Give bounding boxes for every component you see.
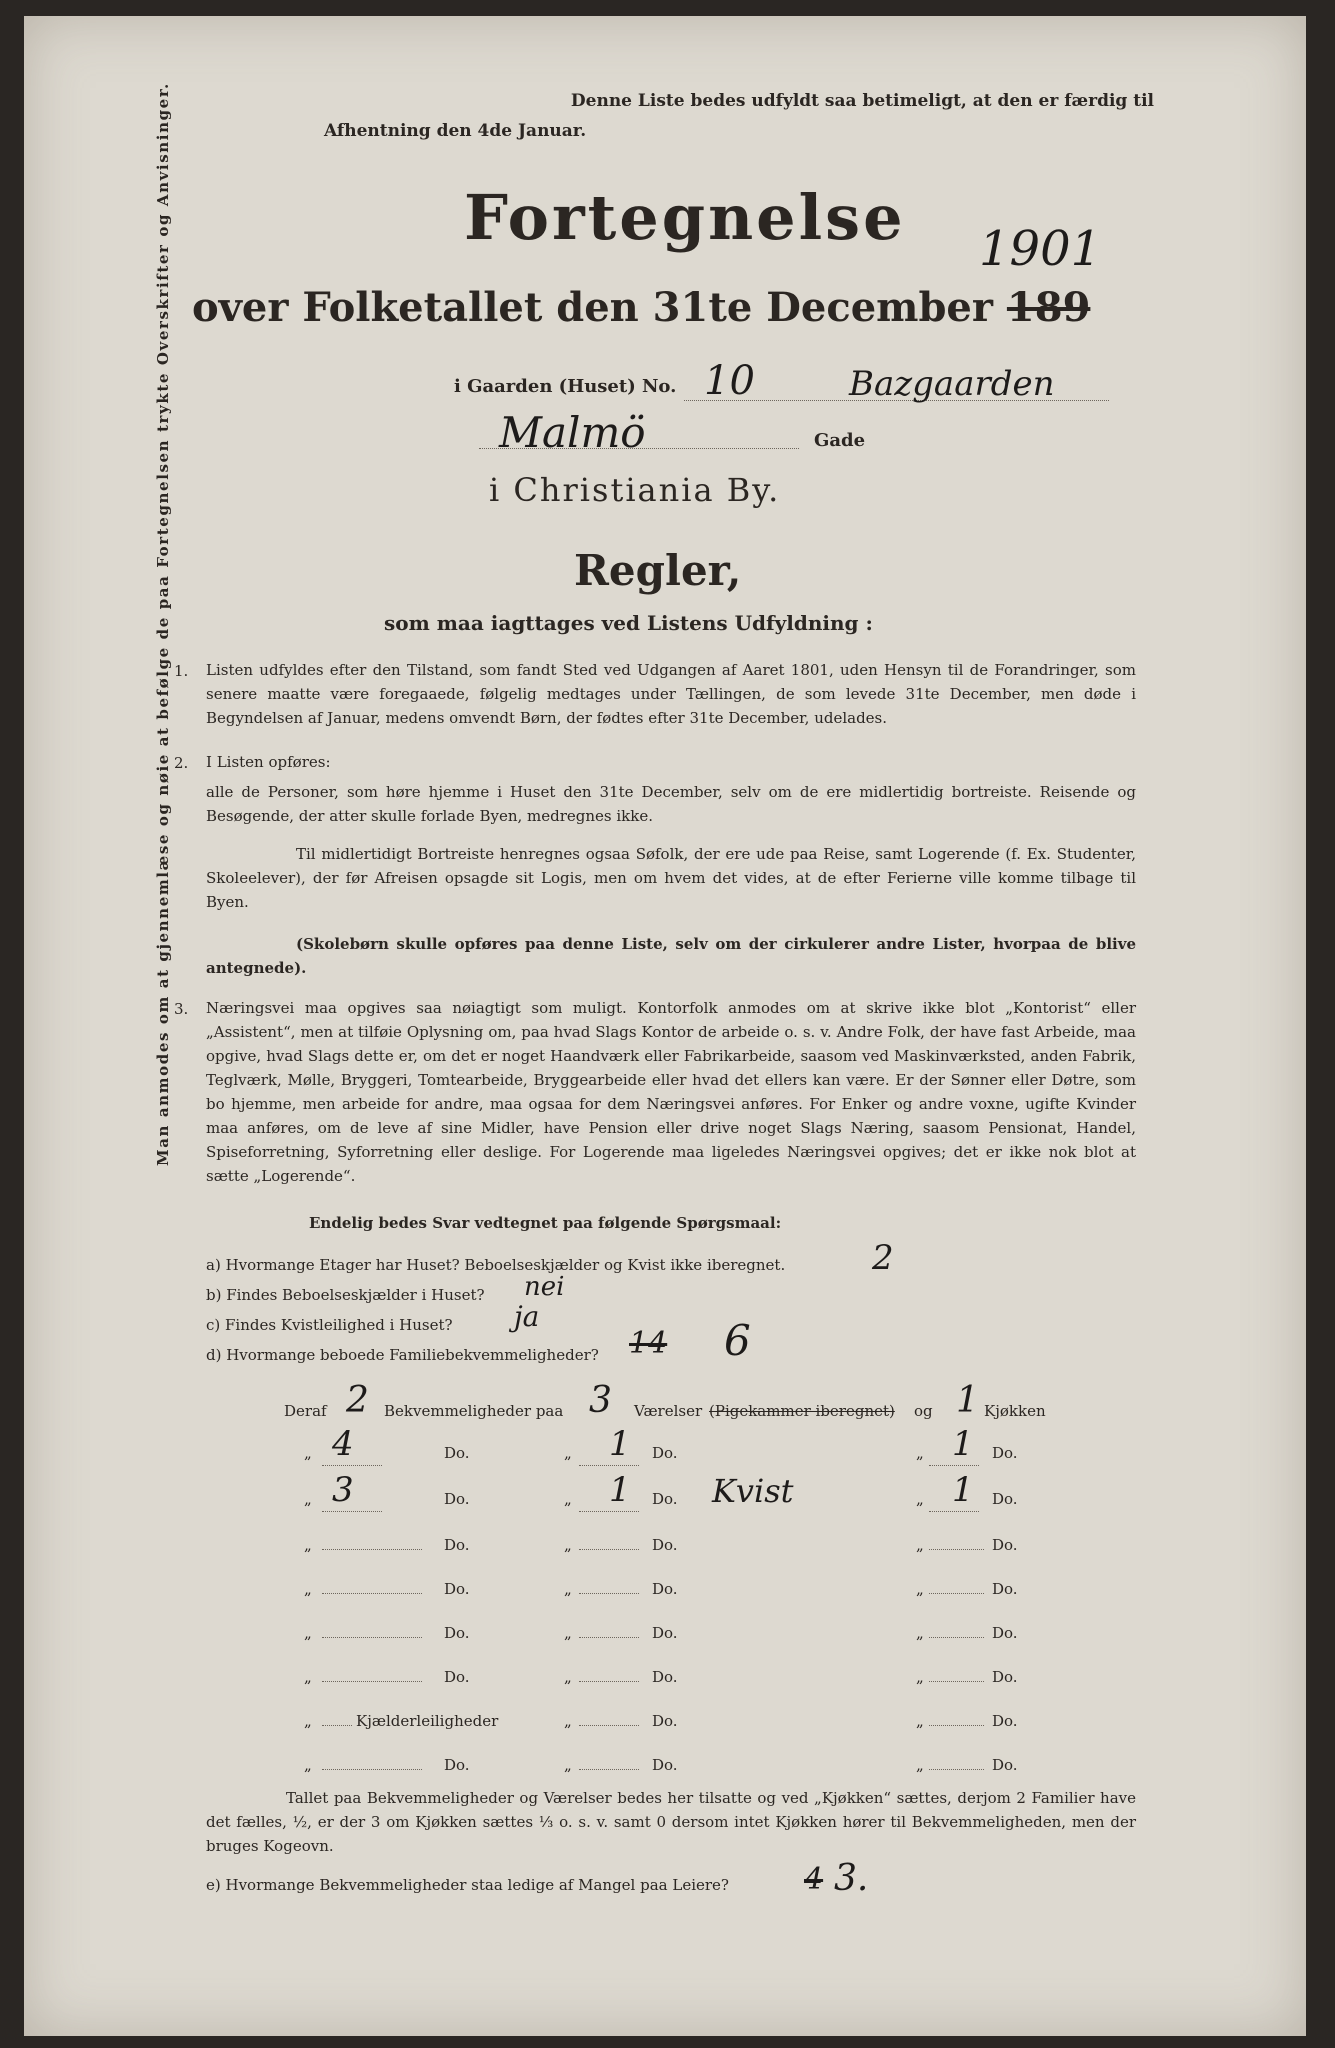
ditto-quote: „ xyxy=(916,1712,924,1730)
rule1-number: 1. xyxy=(174,662,189,680)
blank-line xyxy=(579,1510,639,1512)
blank-line xyxy=(322,1680,422,1682)
row1-vaer: 3 xyxy=(589,1380,612,1421)
og-label: og xyxy=(914,1402,933,1420)
ditto-label: Do. xyxy=(652,1624,678,1642)
rule1-text: Listen udfyldes efter den Tilstand, som fandt Sted ved Udgangen af Aaret 1801, uden Hensyn til de Forandringer, som senere maatte være foregaaede, følgelig medtages under Tællingen, de som levede 31te December, men døde i Begyndelsen af Januar, medens omvendt Børn, der fødtes efter 31te December, udelades. xyxy=(206,661,1136,727)
ditto-quote: „ xyxy=(304,1444,312,1462)
ditto-label: Do. xyxy=(444,1444,470,1462)
rule2-number: 2. xyxy=(174,754,189,772)
rule3-number: 3. xyxy=(174,1000,189,1018)
ditto-label: Do. xyxy=(992,1668,1018,1686)
notice-line2: Afhentning den 4de Januar. xyxy=(324,121,587,141)
ditto-quote: „ xyxy=(916,1490,924,1508)
gade-label: Gade xyxy=(814,430,866,451)
ditto-label: Do. xyxy=(992,1444,1018,1462)
table-row-kjaelder xyxy=(304,1702,1044,1742)
blank-line xyxy=(322,1464,382,1466)
row1-bekv: 2 xyxy=(346,1380,369,1421)
row-kj: 1 xyxy=(952,1470,974,1510)
ditto-quote: „ xyxy=(304,1756,312,1774)
street-handwritten: Malmö xyxy=(499,408,646,457)
ditto-label: Do. xyxy=(652,1668,678,1686)
rules-heading: Regler, xyxy=(574,546,742,595)
kjokken-label: Kjøkken xyxy=(984,1402,1046,1420)
blank-line xyxy=(929,1724,984,1726)
row-note: Kvist xyxy=(712,1472,794,1510)
ditto-label: Do. xyxy=(444,1756,470,1774)
ditto-quote: „ xyxy=(304,1624,312,1642)
ditto-quote: „ xyxy=(304,1668,312,1686)
gaarden-extra: Bazgaarden xyxy=(849,364,1055,404)
answer-e: 3. xyxy=(834,1858,869,1899)
year-printed-struck: 189 xyxy=(1006,284,1091,331)
blank-line xyxy=(322,1548,422,1550)
row-bekv: 4 xyxy=(332,1424,354,1464)
table-row xyxy=(304,1614,1044,1654)
ditto-label: Do. xyxy=(652,1712,678,1730)
subtitle-text: over Folketallet den 31te December xyxy=(192,284,993,331)
ditto-label: Do. xyxy=(992,1756,1018,1774)
ditto-label: Do. xyxy=(992,1536,1018,1554)
table-header xyxy=(284,1380,1046,1426)
answer-e-struck: 4 xyxy=(804,1862,824,1897)
row-vaer: 1 xyxy=(609,1470,631,1510)
notice xyxy=(324,86,1154,146)
blank-line xyxy=(322,1592,422,1594)
ditto-quote: „ xyxy=(564,1756,572,1774)
row-kj: 1 xyxy=(952,1424,974,1464)
ditto-quote: „ xyxy=(564,1580,572,1598)
rule2-para1: alle de Personer, som høre hjemme i Huset den 31te December, selv om de ere midlertidig bortreiste. Reisende og Besøgende, der atter skulle forlade Byen, medregnes ikke. xyxy=(206,783,1136,825)
ditto-quote: „ xyxy=(916,1668,924,1686)
table-row xyxy=(304,1526,1044,1566)
ditto-quote: „ xyxy=(304,1580,312,1598)
blank-line xyxy=(929,1680,984,1682)
blank-line xyxy=(929,1592,984,1594)
rule2-para3: (Skolebørn skulle opføres paa denne Liste, selv om der cirkulerer andre Lister, hvorpaa de blive antegnede). xyxy=(206,935,1136,977)
census-form-sheet xyxy=(24,16,1306,2036)
rule3-text: Næringsvei maa opgives saa nøiagtigt som muligt. Kontorfolk anmodes om at skrive ikke blot „Kontorist“ eller „Assistent“, men at tilføie Oplysning om, paa hvad Slags Kontor de arbeide o. s. v. Andre Folk, der have fast Arbeide, maa opgive, hvad Slags dette er, om det er noget Haandværk eller Fabrikarbeide, saasom ved Maskinværksted, anden Fabrik, Teglværk, Mølle, Bryggeri, Tomtearbeide, Bryggearbeide eller hvad det ellers kan være. Er der Sønner eller Døtre, som bo hjemme, men arbeide for andre, maa ogsaa for dem Næringsvei anføres. For Enker og andre voxne, ugifte Kvinder maa anføres, om de leve af sine Midler, have Pension eller drive noget Slags Næring, saasom Pensionat, Handel, Spiseforretning, Syforretning eller deslige. For Logerende maa ligeledes Næringsvei opgives; det er ikke nok blot at sætte „Logerende“. xyxy=(206,999,1136,1185)
ditto-quote: „ xyxy=(564,1490,572,1508)
ditto-quote: „ xyxy=(916,1536,924,1554)
ditto-label: Do. xyxy=(444,1624,470,1642)
rule2-para2: Til midlertidigt Bortreiste henregnes ogsaa Søfolk, der ere ude paa Reise, samt Logerende (f. Ex. Studenter, Skoleelever), der før Afreisen opsagde sit Logis, men om hvem det vides, at de efter Ferierne ville komme tilbage til Byen. xyxy=(206,845,1136,911)
blank-line xyxy=(322,1768,422,1770)
question-b: b) Findes Beboelseskjælder i Huset? xyxy=(206,1286,485,1304)
ditto-table xyxy=(304,1424,1044,1794)
kjaelder-label: Kjælderleiligheder xyxy=(356,1712,499,1730)
year-handwritten: 1901 xyxy=(979,221,1102,277)
question-a: a) Hvormange Etager har Huset? Beboelseskjælder og Kvist ikke iberegnet. xyxy=(206,1256,786,1274)
row1-kj: 1 xyxy=(956,1380,979,1421)
row-vaer: 1 xyxy=(609,1424,631,1464)
ditto-label: Do. xyxy=(652,1580,678,1598)
blank-line xyxy=(579,1592,639,1594)
vaer-label: Værelser xyxy=(634,1402,703,1420)
table-row xyxy=(304,1746,1044,1786)
ditto-label: Do. xyxy=(992,1624,1018,1642)
question-e: e) Hvormange Bekvemmeligheder staa ledige af Mangel paa Leiere? xyxy=(206,1876,729,1894)
answer-c: ja xyxy=(514,1300,540,1333)
city-label: i Christiania By. xyxy=(489,471,781,509)
gaarden-label: i Gaarden (Huset) No. xyxy=(454,376,677,397)
table-row xyxy=(304,1570,1044,1610)
question-c: c) Findes Kvistleilighed i Huset? xyxy=(206,1316,453,1334)
street-line xyxy=(479,448,799,449)
ditto-label: Do. xyxy=(992,1580,1018,1598)
ditto-quote: „ xyxy=(304,1712,312,1730)
ditto-quote: „ xyxy=(916,1624,924,1642)
ditto-quote: „ xyxy=(564,1712,572,1730)
blank-line xyxy=(929,1768,984,1770)
question-d: d) Hvormange beboede Familiebekvemmeligheder? xyxy=(206,1346,599,1364)
ditto-label: Do. xyxy=(652,1490,678,1508)
ditto-label: Do. xyxy=(444,1668,470,1686)
blank-line xyxy=(322,1636,422,1638)
blank-line xyxy=(579,1548,639,1550)
blank-line xyxy=(579,1464,639,1466)
blank-line xyxy=(579,1724,639,1726)
answer-d: 6 xyxy=(724,1316,751,1365)
answer-d-struck: 14 xyxy=(629,1326,668,1361)
deraf-label: Deraf xyxy=(284,1402,327,1420)
ditto-label: Do. xyxy=(652,1444,678,1462)
rule2-intro: I Listen opføres: xyxy=(206,753,331,771)
questions-intro: Endelig bedes Svar vedtegnet paa følgende Spørgsmaal: xyxy=(309,1214,782,1232)
rules-subheading: som maa iagttages ved Listens Udfyldning : xyxy=(384,611,873,635)
ditto-quote: „ xyxy=(304,1536,312,1554)
street-row xyxy=(479,408,919,458)
blank-line xyxy=(929,1636,984,1638)
form-subtitle xyxy=(192,284,1090,331)
blank-line xyxy=(929,1464,979,1466)
ditto-label: Do. xyxy=(444,1580,470,1598)
ditto-quote: „ xyxy=(916,1580,924,1598)
sidebar-note: Man anmodes om at gjennemlæse og nøie at befølge de paa Fortegnelsen trykte Overskrifter og Anvisninger. xyxy=(154,82,172,1166)
blank-line xyxy=(579,1768,639,1770)
gaarden-no: 10 xyxy=(704,358,755,404)
footer-note: Tallet paa Bekvemmeligheder og Værelser bedes her tilsatte og ved „Kjøkken“ sættes, derjom 2 Familier have det fælles, ½, er der 3 om Kjøkken sættes ⅓ o. s. v. samt 0 dersom intet Kjøkken hører til Bekvemmeligheden, men der bruges Kogeovn. xyxy=(206,1789,1136,1855)
blank-line xyxy=(322,1724,352,1726)
table-row xyxy=(304,1424,1044,1474)
ditto-label: Do. xyxy=(444,1490,470,1508)
answer-b: nei xyxy=(524,1272,565,1302)
ditto-quote: „ xyxy=(564,1536,572,1554)
ditto-quote: „ xyxy=(916,1756,924,1774)
pigekammer-struck: (Pigekammer iberegnet) xyxy=(709,1402,895,1420)
ditto-quote: „ xyxy=(916,1444,924,1462)
table-row xyxy=(304,1658,1044,1698)
answer-a: 2 xyxy=(872,1238,894,1278)
blank-line xyxy=(322,1510,382,1512)
table-row xyxy=(304,1470,1044,1520)
ditto-label: Do. xyxy=(652,1756,678,1774)
blank-line xyxy=(579,1636,639,1638)
ditto-quote: „ xyxy=(564,1624,572,1642)
ditto-quote: „ xyxy=(304,1490,312,1508)
blank-line xyxy=(929,1510,979,1512)
blank-line xyxy=(579,1680,639,1682)
bekv-label: Bekvemmeligheder paa xyxy=(384,1402,564,1420)
ditto-label: Do. xyxy=(444,1536,470,1554)
ditto-label: Do. xyxy=(992,1490,1018,1508)
ditto-label: Do. xyxy=(652,1536,678,1554)
notice-line1: Denne Liste bedes udfyldt saa betimeligt, at den er færdig til xyxy=(570,91,1154,111)
form-title: Fortegnelse xyxy=(464,181,906,254)
gaarden-row xyxy=(454,358,1114,406)
blank-line xyxy=(929,1548,984,1550)
ditto-quote: „ xyxy=(564,1668,572,1686)
row-bekv: 3 xyxy=(332,1470,354,1510)
ditto-quote: „ xyxy=(564,1444,572,1462)
ditto-label: Do. xyxy=(992,1712,1018,1730)
